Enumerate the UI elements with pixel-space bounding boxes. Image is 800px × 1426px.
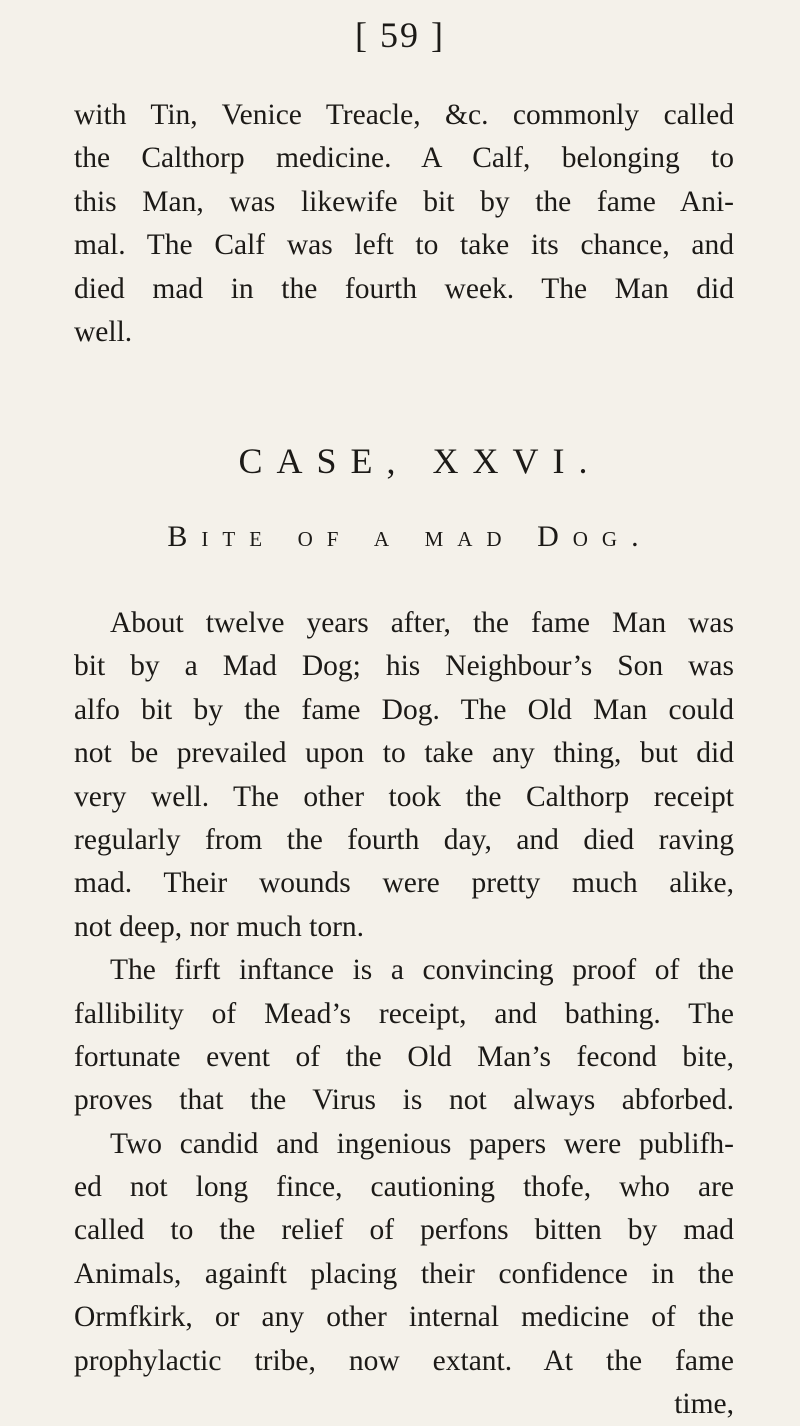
text-line: with Tin, Venice Treacle, &c. commonly called [74, 99, 734, 131]
body-text [74, 602, 734, 1426]
page-number: [ 59 ] [355, 15, 445, 55]
text-line: fallibility of Mead’s receipt, and bathing. The [74, 997, 734, 1030]
catchword: time, [674, 1388, 734, 1421]
case-subtitle: Bite of a mad Dog. [167, 520, 653, 553]
text-line: ed not long fince, cautioning thofe, who are [74, 1171, 734, 1204]
text-line: called to the relief of perfons bitten by mad [74, 1214, 734, 1247]
text-line: the Calthorp medicine. A Calf, belonging to [74, 142, 734, 175]
text-line: bit by a Mad Dog; his Neighbour’s Son was [74, 650, 734, 683]
text-line: died mad in the fourth week. The Man did [74, 272, 734, 305]
text-line: not deep, nor much torn. [74, 910, 365, 943]
text-line: not be prevailed upon to take any thing, but did [74, 737, 734, 770]
text-line: proves that the Virus is not always abforbed. [74, 1084, 734, 1117]
top-paragraph [74, 94, 734, 354]
text-line: Two candid and ingenious papers were publifh- [110, 1127, 734, 1160]
text-line: mal. The Calf was left to take its chance, and [74, 229, 734, 262]
text-line: this Man, was likewife bit by the fame Ani- [74, 185, 734, 218]
case-title: CASE, XXVI. [238, 441, 602, 481]
text-line: very well. The other took the Calthorp receipt [74, 780, 734, 813]
text-line: well. [74, 315, 133, 348]
text-line: mad. Their wounds were pretty much alike, [74, 867, 734, 900]
text-line: Ormfkirk, or any other internal medicine of the [74, 1301, 734, 1334]
text-line: About twelve years after, the fame Man was [110, 607, 734, 639]
text-line: prophylactic tribe, now extant. At the fame [74, 1344, 734, 1377]
text-line: regularly from the fourth day, and died raving [74, 823, 734, 856]
text-line: alfo bit by the fame Dog. The Old Man could [74, 693, 734, 726]
text-line: Animals, againft placing their confidence in the [74, 1257, 734, 1290]
text-line: The firft inftance is a convincing proof of the [110, 954, 734, 987]
text-line: fortunate event of the Old Man’s fecond bite, [74, 1040, 734, 1073]
